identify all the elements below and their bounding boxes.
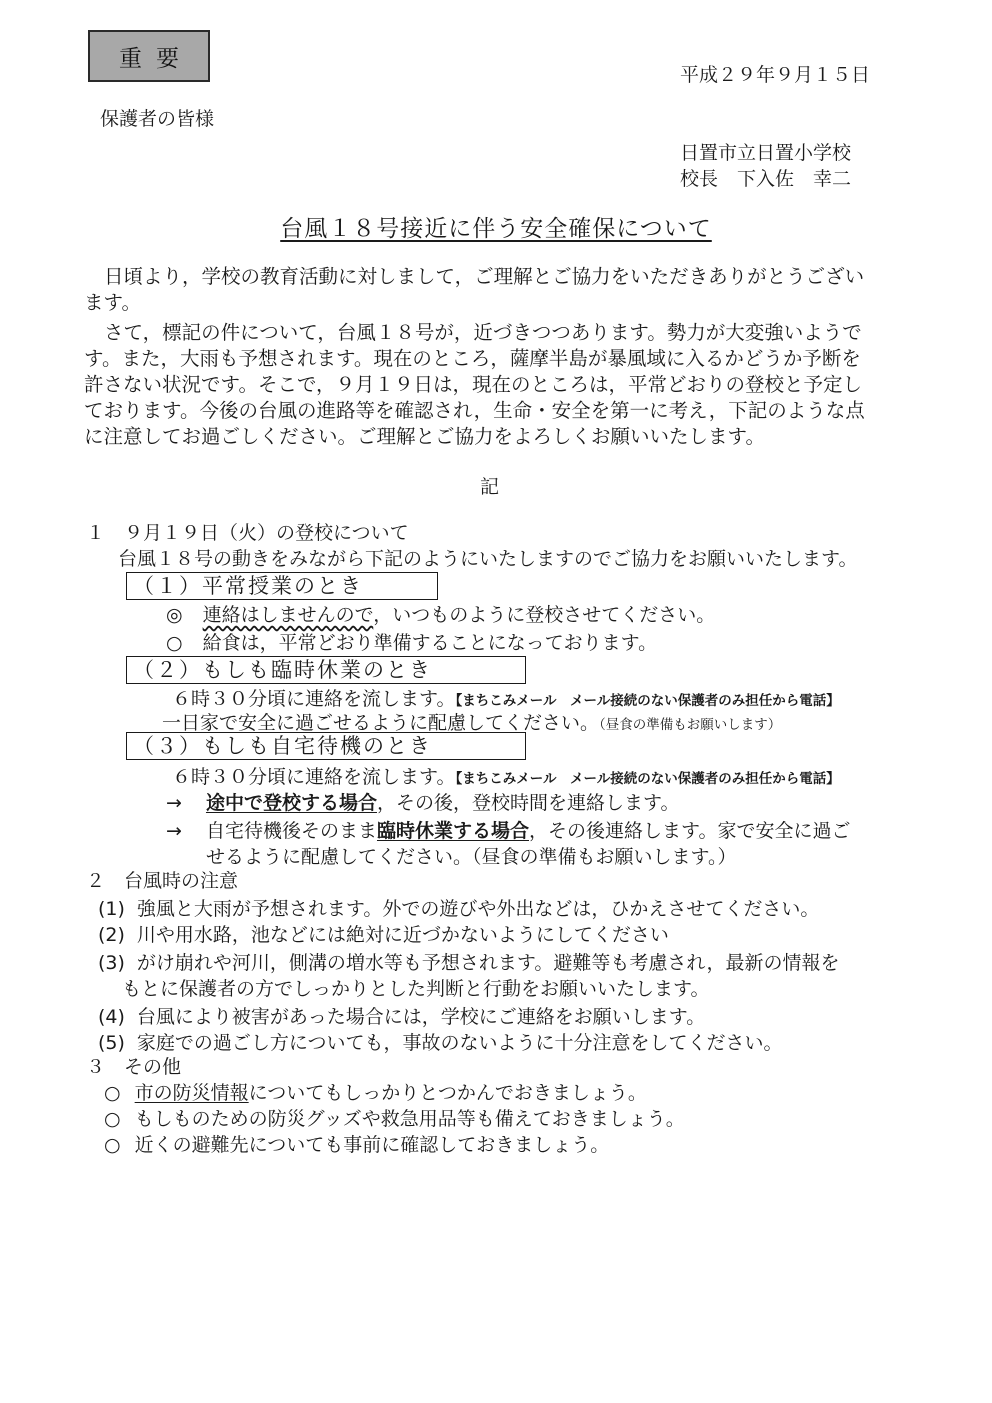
ki-heading: 記 [480,476,500,498]
document-title: 台風１８号接近に伴う安全確保について [280,216,712,242]
body-line-5: 許さない状況です。そこで，９月１９日は，現在のところは，平常どおりの登校と予定し [84,373,863,396]
case1-item1 [166,602,715,628]
closure-emphasis: 臨時休業する場合 [376,820,529,842]
section1-intro: 台風１８号の動きをみながら下記のようにいたしますのでご協力をお願いいたします。 [118,548,858,570]
caution-item-4 [98,1004,705,1030]
case2-line1-text: ６時３０分頃に連絡を流します。 [172,688,456,710]
other-item-3-text: 近くの避難先についても事前に確認しておきましょう。 [134,1134,610,1156]
badge-text: 重要 [119,45,193,72]
importance-badge [88,30,210,82]
case3-a2-rest: ，その後連絡します。家で安全に過ご [529,820,851,842]
caution-num: (3) [98,952,125,974]
case2-label: （２）もしも臨時休業のとき [126,656,526,684]
case1-label: （１）平常授業のとき [126,572,438,600]
body-line-4: す。また，大雨も予想されます。現在のところ，薩摩半島が暴風域に入るかどうか予断を [84,347,861,370]
arrow-icon: → [166,820,182,842]
section3-heading: ３ その他 [86,1056,182,1078]
section1-heading: １ ９月１９日（火）の登校について [86,522,409,544]
body-line-6: ております。今後の台風の進路等を確認され，生命・安全を第一に考え，下記のような点 [84,399,865,422]
circle-mark: ○ [166,632,183,654]
caution-num: (2) [98,924,125,946]
caution-num: (5) [98,1032,125,1054]
body-line-3: さて，標記の件について，台風１８号が，近づきつつあります。勢力が大変強いようで [104,321,862,344]
section2-heading: ２ 台風時の注意 [86,870,239,892]
other-item-2-text: もしものための防災グッズや救急用品等も備えておきましょう。 [134,1108,685,1130]
body-line-7: に注意してお過ごしください。ご理解とご協力をよろしくお願いいたします。 [84,425,765,448]
body-line-2: ます。 [84,291,141,314]
case3-a2-line2: せるように配慮してください。（昼食の準備もお願いします。） [206,846,737,868]
circle-mark: ○ [104,1108,121,1130]
circle-mark: ○ [104,1082,121,1104]
double-circle-mark: ◎ [166,604,183,626]
case3-line1-text: ６時３０分頃に連絡を流します。 [172,766,456,788]
no-contact-emphasis: 連絡はしませんので [202,604,374,626]
other-item-3 [104,1132,609,1158]
caution-item-2 [98,922,669,948]
caution-text: がけ崩れや河川，側溝の増水等も予想されます。避難等も考慮され，最新の情報を [136,952,840,974]
caution-text: 強風と大雨が予想されます。外での遊びや外出などは，ひかえさせてください。 [136,898,820,920]
caution-num: (1) [98,898,125,920]
principal-name: 校長 下入佐 幸二 [680,168,852,190]
case3-a2-pre: 自宅待機後そのまま [205,820,377,842]
case3-line1 [172,764,840,792]
other-item-1-rest: についてもしっかりとつかんでおきましょう。 [248,1082,647,1104]
case1-item1-rest: ，いつものように登校させてください。 [373,604,716,626]
midway-attend-emphasis: 途中で登校する場合 [205,792,377,814]
recipient: 保護者の皆様 [100,108,215,130]
disaster-info-emphasis: 市の防災情報 [134,1082,249,1104]
case1-item2-text: 給食は，平常どおり準備することになっております。 [202,632,658,654]
caution-item-3-cont: もとに保護者の方でしっかりとした判断と行動をお願いいたします。 [122,978,710,1000]
case3-arrow-item1 [166,790,679,816]
caution-item-3 [98,950,840,976]
other-item-1 [104,1080,647,1106]
circle-mark: ○ [104,1134,121,1156]
arrow-icon: → [166,792,182,814]
case1-item2 [166,630,657,656]
caution-num: (4) [98,1006,125,1028]
case3-line1-note: 【まちこみメール メール接続のない保護者のみ担任から電話】 [455,771,840,787]
case2-line2-text: 一日家で安全に過ごせるように配慮してください。 [162,712,600,734]
case3-arrow-item2 [166,818,850,844]
caution-text: 家庭での過ごし方についても，事故のないように十分注意をしてください。 [136,1032,783,1054]
body-line-1: 日頃より，学校の教育活動に対しまして，ご理解とご協力をいただきありがとうござい [104,265,865,288]
caution-text: 川や用水路，池などには絶対に近づかないようにしてください [136,924,669,946]
issue-date: 平成２９年９月１５日 [680,64,871,86]
case2-line1-note: 【まちこみメール メール接続のない保護者のみ担任から電話】 [455,693,840,709]
caution-item-1 [98,896,819,922]
caution-item-5 [98,1030,783,1056]
case2-line2-note: （昼食の準備もお願いします） [599,717,782,733]
case3-label: （３）もしも自宅待機のとき [126,732,526,760]
school-name: 日置市立日置小学校 [680,142,852,164]
other-item-2 [104,1106,685,1132]
case3-a1-rest: ，その後，登校時間を連絡します。 [376,792,680,814]
caution-text: 台風により被害があった場合には，学校にご連絡をお願いします。 [136,1006,706,1028]
